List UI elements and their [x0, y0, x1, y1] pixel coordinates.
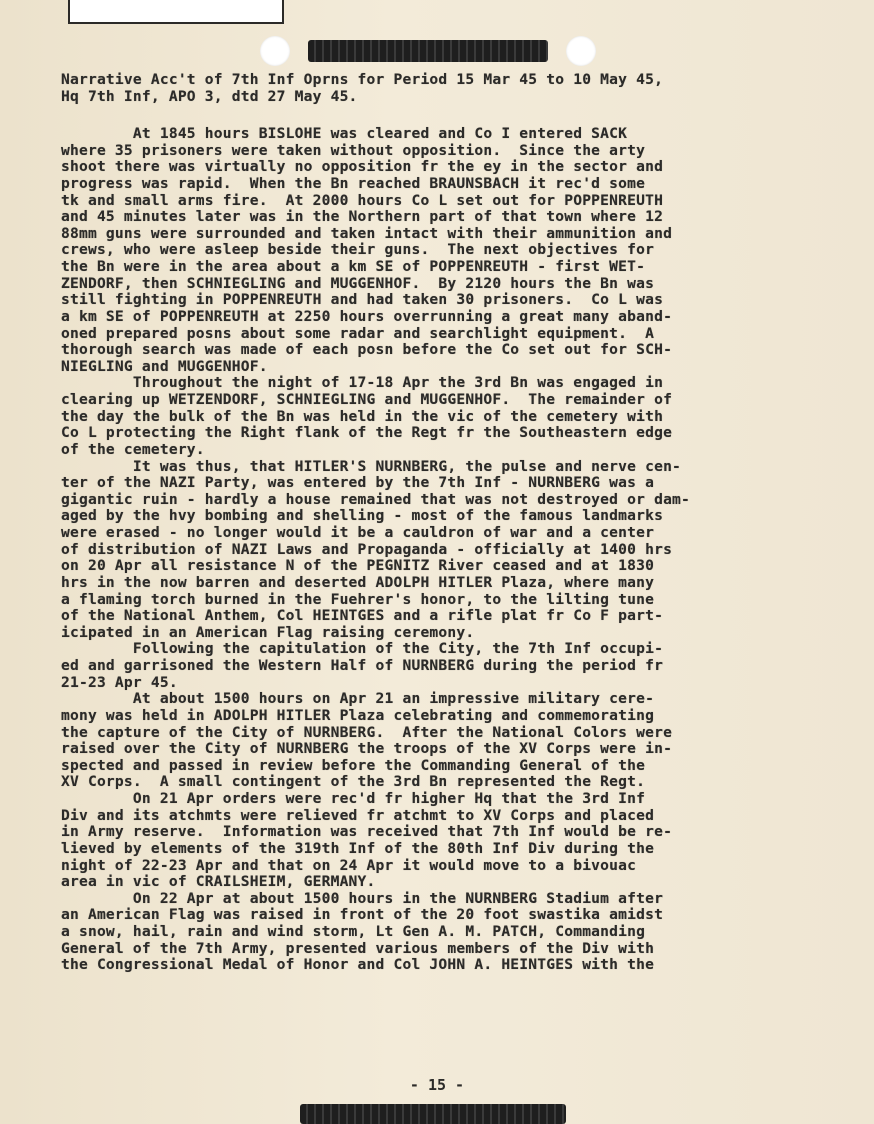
- text-line: Co L protecting the Right flank of the Regt fr the Southeastern edge: [61, 424, 673, 442]
- text-line: crews, who were asleep beside their guns. The next objectives for: [61, 241, 655, 259]
- text-line: General of the 7th Army, presented various members of the Div with: [61, 939, 655, 957]
- text-line: XV Corps. A small contingent of the 3rd Bn represented the Regt.: [61, 773, 646, 791]
- text-line: a km SE of POPPENREUTH at 2250 hours overrunning a great many aband-: [61, 307, 673, 325]
- text-line: tk and small arms fire. At 2000 hours Co L set out for POPPENREUTH: [61, 191, 664, 209]
- text-line: oned prepared posns about some radar and searchlight equipment. A: [61, 324, 655, 342]
- text-line: hrs in the now barren and deserted ADOLPH HITLER Plaza, where many: [61, 573, 655, 591]
- text-line: ed and garrisoned the Western Half of NURNBERG during the period fr: [61, 657, 664, 674]
- text-line: Following the capitulation of the City, the 7th Inf occupi-: [61, 640, 664, 658]
- text-line: spected and passed in review before the Commanding General of the: [61, 756, 646, 774]
- text-line: ter of the NAZI Party, was entered by the 7th Inf - NURNBERG was a: [61, 474, 655, 492]
- text-line: the Bn were in the area about a km SE of POPPENREUTH - first WET-: [61, 258, 646, 275]
- text-line: aged by the hvy bombing and shelling - most of the famous landmarks: [61, 507, 664, 525]
- text-line: 88mm guns were surrounded and taken intact with their ammunition and: [61, 224, 673, 242]
- text-line: shoot there was virtually no opposition fr the ey in the sector and: [61, 158, 664, 176]
- header-line: Hq 7th Inf, APO 3, dtd 27 May 45.: [61, 87, 358, 105]
- text-line: of the cemetery.: [61, 440, 205, 458]
- text-line: in Army reserve. Information was received that 7th Inf would be re-: [61, 823, 673, 841]
- text-line: of the National Anthem, Col HEINTGES and a rifle plat fr Co F part-: [61, 607, 664, 625]
- redaction-bar-bottom: [300, 1104, 566, 1124]
- text-line: NIEGLING and MUGGENHOF.: [61, 357, 268, 375]
- text-line: the capture of the City of NURNBERG. After the National Colors were: [61, 723, 673, 741]
- text-line: On 21 Apr orders were rec'd fr higher Hq that the 3rd Inf: [61, 790, 646, 807]
- document-header: [61, 72, 851, 105]
- text-line: of distribution of NAZI Laws and Propaganda - officially at 1400 hrs: [61, 540, 673, 558]
- text-line: an American Flag was raised in front of the 20 foot swastika amidst: [61, 906, 664, 924]
- text-line: night of 22-23 Apr and that on 24 Apr it would move to a bivouac: [61, 856, 637, 874]
- text-line: the day the bulk of the Bn was held in the vic of the cemetery with: [61, 407, 664, 425]
- text-line: At about 1500 hours on Apr 21 an impressive military cere-: [61, 690, 655, 708]
- text-line: a flaming torch burned in the Fuehrer's honor, to the lilting tune: [61, 590, 655, 608]
- body-text: [61, 126, 851, 974]
- text-line: At 1845 hours BISLOHE was cleared and Co I entered SACK: [61, 125, 628, 142]
- text-line: lieved by elements of the 319th Inf of the 80th Inf Div during the: [61, 839, 655, 857]
- text-line: mony was held in ADOLPH HITLER Plaza celebrating and commemorating: [61, 706, 655, 724]
- page-number: - 15 -: [409, 1076, 465, 1094]
- header-line: Narrative Acc't of 7th Inf Oprns for Period 15 Mar 45 to 10 May 45,: [61, 71, 664, 88]
- text-line: thorough search was made of each posn before the Co set out for SCH-: [61, 341, 673, 359]
- text-line: It was thus, that HITLER'S NURNBERG, the pulse and nerve cen-: [61, 457, 682, 475]
- text-line: Div and its atchmts were relieved fr atchmt to XV Corps and placed: [61, 806, 655, 824]
- punch-hole-right: [566, 36, 596, 66]
- text-line: were erased - no longer would it be a cauldron of war and a center: [61, 524, 655, 541]
- text-line: raised over the City of NURNBERG the troops of the XV Corps were in-: [61, 740, 673, 758]
- label-box: [68, 0, 284, 24]
- text-line: on 20 Apr all resistance N of the PEGNITZ River ceased and at 1830: [61, 557, 655, 575]
- text-line: gigantic ruin - hardly a house remained that was not destroyed or dam-: [61, 490, 691, 508]
- text-line: and 45 minutes later was in the Northern part of that town where 12: [61, 208, 664, 226]
- text-line: the Congressional Medal of Honor and Col JOHN A. HEINTGES with the: [61, 956, 655, 974]
- text-line: progress was rapid. When the Bn reached BRAUNSBACH it rec'd some: [61, 174, 646, 192]
- punch-hole-left: [260, 36, 290, 66]
- text-line: icipated in an American Flag raising ceremony.: [61, 623, 475, 641]
- redaction-bar-top: [308, 40, 548, 62]
- text-line: where 35 prisoners were taken without opposition. Since the arty: [61, 141, 646, 159]
- text-line: a snow, hail, rain and wind storm, Lt Gen A. M. PATCH, Commanding: [61, 923, 646, 940]
- text-line: ZENDORF, then SCHNIEGLING and MUGGENHOF. By 2120 hours the Bn was: [61, 274, 655, 292]
- text-line: Throughout the night of 17-18 Apr the 3rd Bn was engaged in: [61, 374, 664, 392]
- text-line: still fighting in POPPENREUTH and had taken 30 prisoners. Co L was: [61, 291, 664, 309]
- text-line: 21-23 Apr 45.: [61, 673, 178, 691]
- text-line: clearing up WETZENDORF, SCHNIEGLING and MUGGENHOF. The remainder of: [61, 391, 673, 408]
- text-line: area in vic of CRAILSHEIM, GERMANY.: [61, 873, 376, 891]
- text-line: On 22 Apr at about 1500 hours in the NURNBERG Stadium after: [61, 889, 664, 907]
